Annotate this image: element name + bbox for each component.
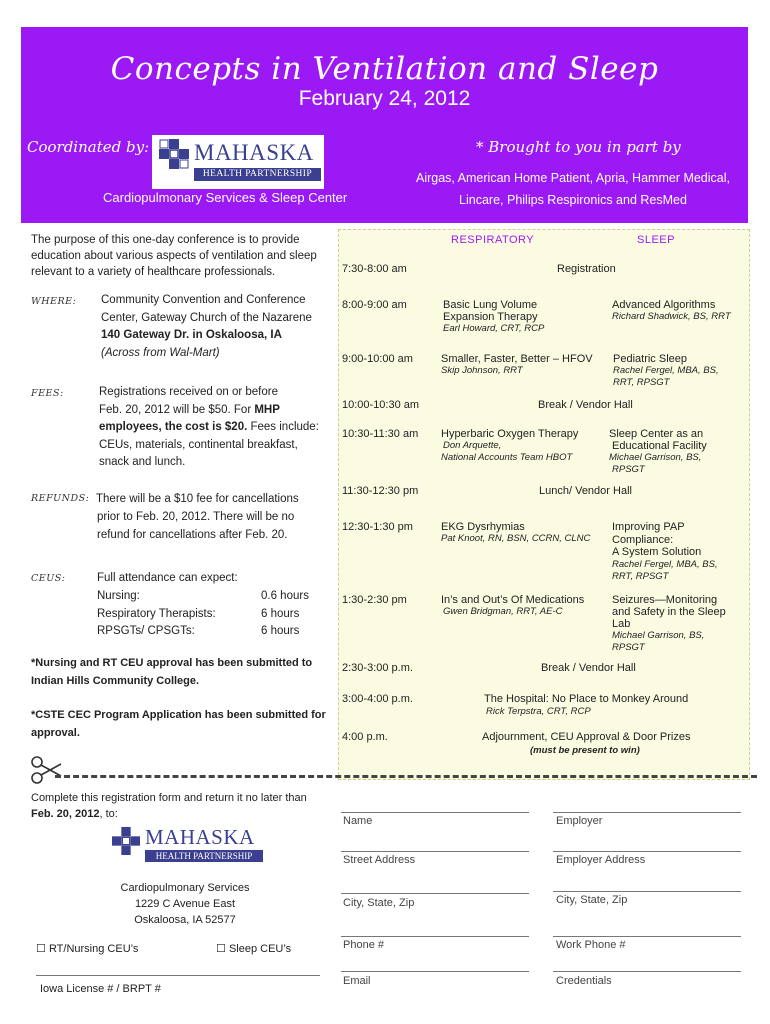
time-slot: 3:00-4:00 p.m. (342, 693, 413, 705)
header-banner (21, 27, 748, 223)
session-break: Break / Vendor Hall (538, 399, 633, 411)
cut-line (55, 775, 757, 778)
session-lunch: Lunch/ Vendor Hall (539, 485, 632, 497)
session-respiratory: Basic Lung Volume Expansion Therapy Earl Howard, CRT, RCP (443, 299, 545, 334)
employer-label: Employer (556, 815, 603, 827)
time-slot: 2:30-3:00 p.m. (342, 662, 413, 674)
city-state-zip-label: City, State, Zip (343, 897, 415, 909)
ceus-intro: Full attendance can expect: (97, 572, 238, 584)
logo-name: MAHASKA (145, 825, 255, 849)
license-line[interactable] (36, 975, 320, 976)
session-registration: Registration (557, 263, 616, 275)
phone-label: Phone # (343, 939, 384, 951)
session-sleep: Seizures—Monitoring and Safety in the Sleep Lab Michael Garrison, BS, RPSGT (612, 594, 726, 653)
checkbox-icon[interactable]: ☐ (216, 943, 226, 955)
session-sleep: Sleep Center as an Educational Facility Michael Garrison, BS, RPSGT (609, 428, 707, 475)
session-respiratory: EKG Dysrhymias Pat Knoot, RN, BSN, CCRN, CLNC (441, 521, 591, 544)
name-field[interactable] (341, 812, 529, 813)
logo-mark-icon (112, 827, 140, 855)
return-address: Cardiopulmonary Services 1229 C Avenue East Oskaloosa, IA 52577 (120, 882, 250, 926)
city-state-zip-field[interactable] (341, 893, 529, 894)
logo-mark-icon (159, 139, 189, 169)
brought-by-label: * Brought to you in part by (476, 138, 681, 156)
session-respiratory: In’s and Out’s Of Medications Gwen Bridgman, RRT, AE-C (441, 594, 585, 617)
session-sleep: Pediatric Sleep Rachel Fergel, MBA, BS, RRT, RPSGT (613, 353, 719, 388)
cste-note: *CSTE CEC Program Application has been submitted for approval. (31, 709, 326, 739)
employer-address-label: Employer Address (556, 854, 646, 866)
ceus-table (97, 588, 317, 641)
ceu-row: Nursing: 0.6 hours (97, 590, 309, 602)
employer-city-state-zip-field[interactable] (553, 891, 741, 892)
session-break: Break / Vendor Hall (541, 662, 636, 674)
nursing-ceu-note: *Nursing and RT CEU approval has been submitted to Indian Hills Community College. (31, 657, 313, 687)
mahaska-logo (152, 135, 324, 189)
credentials-field[interactable] (553, 971, 741, 972)
street-address-field[interactable] (341, 851, 529, 852)
purpose-text: The purpose of this one-day conference is to provide education about various aspects of ventilation and sleep relevant to a variety of healthcare professionals. (31, 234, 317, 278)
ceu-row: Respiratory Therapists: 6 hours (97, 607, 300, 620)
logo-name: MAHASKA (194, 140, 314, 165)
time-slot: 10:00-10:30 am (342, 399, 420, 411)
work-phone-field[interactable] (553, 936, 741, 937)
scissors-icon (28, 752, 64, 788)
checkbox-sleep[interactable]: ☐ Sleep CEU’s (216, 943, 292, 955)
checkbox-rt-nursing[interactable]: ☐ RT/Nursing CEU’s (36, 943, 139, 955)
credentials-label: Credentials (556, 975, 612, 987)
time-slot: 12:30-1:30 pm (342, 521, 413, 533)
form-instructions: Complete this registration form and return it no later than Feb. 20, 2012, to: (31, 792, 307, 820)
time-slot: 11:30-12:30 pm (342, 485, 419, 497)
work-phone-label: Work Phone # (556, 939, 626, 951)
session-respiratory: Smaller, Faster, Better – HFOV Skip Johnson, RRT (441, 353, 593, 376)
where-text: Community Convention and Conference Center, Gateway Church of the Nazarene 140 Gateway Dr. in Oskaloosa, IA (Across from Wal-Mart) (101, 294, 312, 359)
time-slot: 4:00 p.m. (342, 731, 388, 743)
session-sleep: Advanced Algorithms Richard Shadwick, BS, RRT (612, 299, 731, 322)
coordinated-by-label: Coordinated by: (27, 138, 150, 156)
where-label: WHERE: (31, 296, 77, 307)
phone-field[interactable] (341, 936, 529, 937)
ceus-label: CEUS: (31, 573, 66, 584)
time-slot: 8:00-9:00 am (342, 299, 407, 311)
employer-city-state-zip-label: City, State, Zip (556, 894, 628, 906)
email-label: Email (343, 975, 371, 987)
license-label: Iowa License # / BRPT # (40, 983, 161, 995)
respiratory-header: RESPIRATORY (451, 234, 535, 246)
organizer-subtitle: Cardiopulmonary Services & Sleep Center (103, 190, 348, 205)
refunds-text: There will be a $10 fee for cancellations prior to Feb. 20, 2012. There will be no refund for cancellations after Feb. 20. (96, 493, 299, 541)
logo-subtitle: HEALTH PARTNERSHIP (194, 168, 321, 181)
ceu-row: RPSGTs/ CPSGTs: 6 hours (97, 625, 300, 637)
page-title: Concepts in Ventilation and Sleep (110, 51, 659, 87)
mahaska-logo-small (112, 825, 267, 865)
employer-address-field[interactable] (553, 851, 741, 852)
session-sleep: Improving PAP Compliance: A System Solution Rachel Fergel, MBA, BS, RRT, RPSGT (612, 521, 718, 582)
refunds-label: REFUNDS: (31, 493, 90, 504)
session-respiratory: Hyperbaric Oxygen Therapy Don Arquette, National Accounts Team HBOT (441, 428, 579, 463)
session-plenary: The Hospital: No Place to Monkey Around Rick Terpstra, CRT, RCP (484, 693, 689, 717)
fees-label: FEES: (31, 388, 64, 399)
name-label: Name (343, 815, 373, 827)
time-slot: 9:00-10:00 am (342, 353, 413, 365)
street-address-label: Street Address (343, 854, 416, 866)
event-date: February 24, 2012 (298, 87, 471, 110)
session-adjournment: Adjournment, CEU Approval & Door Prizes (must be present to win) (482, 731, 691, 756)
sponsors-line-2: Lincare, Philips Respironics and ResMed (459, 193, 687, 207)
fees-text: Registrations received on or before Feb. 20, 2012 will be $50. For MHP employees, the cost is $20. Fees include: CEUs, materials, continental breakfast, snack and lunch. (99, 386, 319, 468)
sleep-header: SLEEP (637, 234, 675, 246)
checkbox-icon[interactable]: ☐ (36, 943, 46, 955)
logo-subtitle: HEALTH PARTNERSHIP (145, 850, 263, 862)
employer-field[interactable] (553, 812, 741, 813)
email-field[interactable] (341, 971, 529, 972)
time-slot: 10:30-11:30 am (342, 428, 419, 440)
time-slot: 7:30-8:00 am (342, 263, 407, 275)
time-slot: 1:30-2:30 pm (342, 594, 407, 606)
sponsors-line-1: Airgas, American Home Patient, Apria, Hammer Medical, (415, 171, 730, 185)
